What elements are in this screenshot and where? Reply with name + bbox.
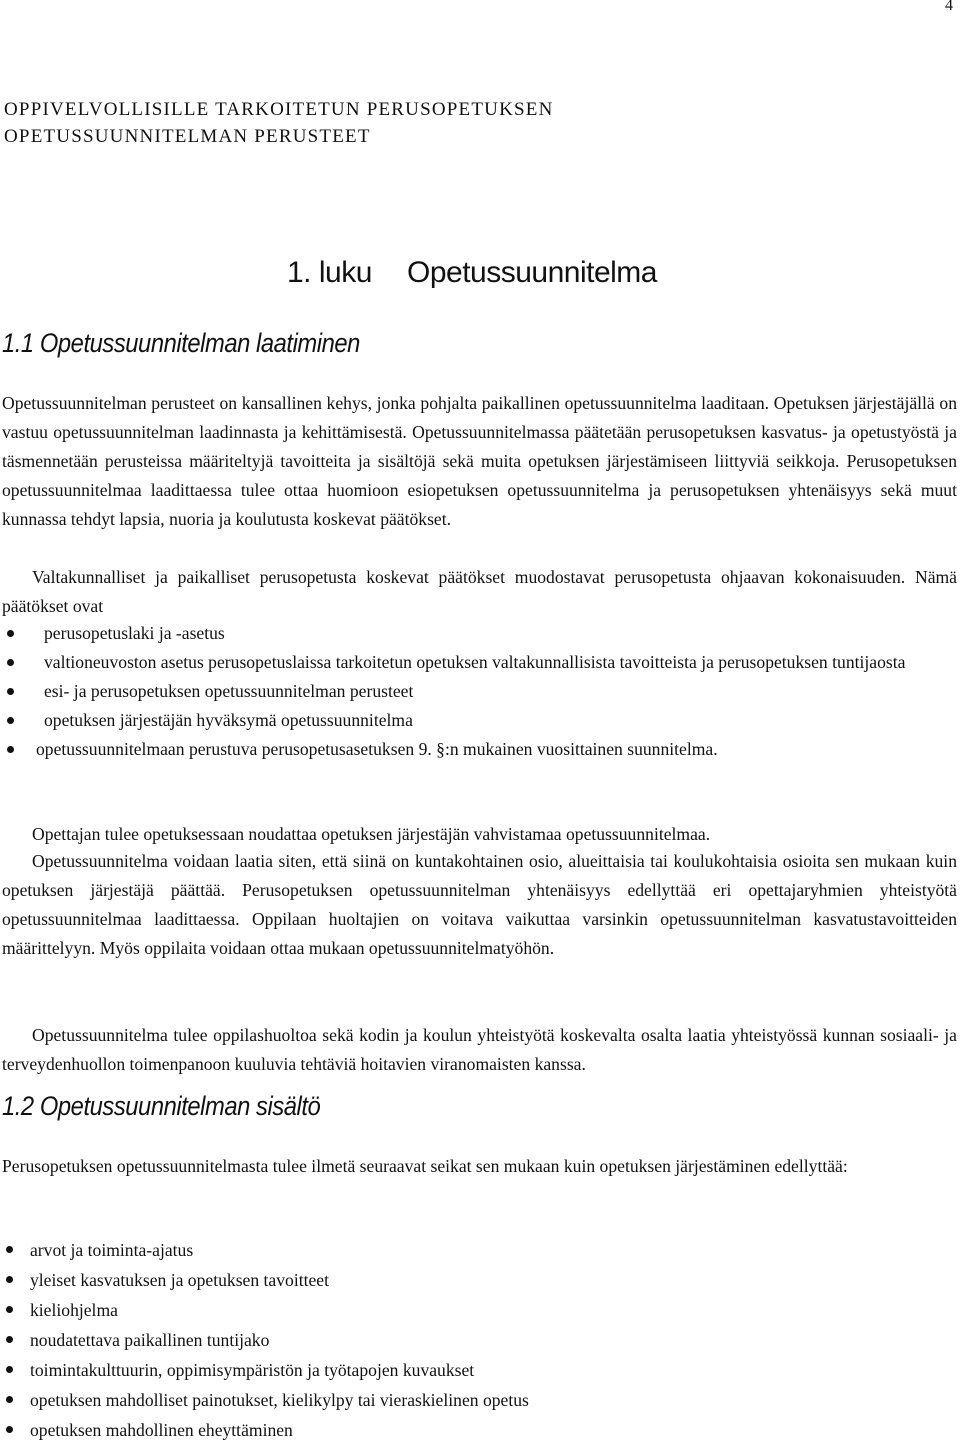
- list-item: perusopetuslaki ja -asetus: [2, 619, 958, 648]
- document-title-line-2: OPETUSSUUNNITELMAN PERUSTEET: [4, 126, 371, 147]
- section-1-1-paragraph-3: Opettajan tulee opetuksessaan noudattaa opetuksen järjestäjän vahvistamaa opetussuunnitelmaa.: [32, 824, 711, 844]
- list-item: opetuksen järjestäjän hyväksymä opetussuunnitelma: [2, 706, 958, 735]
- page-number: 4: [945, 0, 953, 14]
- bullet-icon: [7, 717, 14, 724]
- paragraph-2-text: Valtakunnalliset ja paikalliset perusopetusta koskevat päätökset muodostavat perusopetusta ohjaavan kokonaisuuden. Nämä päätökset ovat: [2, 567, 957, 616]
- chapter-heading: [287, 256, 657, 290]
- bullet-icon: [7, 688, 14, 695]
- bullet-icon: [7, 630, 14, 637]
- list-item: opetussuunnitelmaan perustuva perusopetusasetuksen 9. §:n mukainen vuosittainen suunnitelma.: [2, 735, 958, 764]
- bullet-icon: [6, 1276, 13, 1283]
- list-item: opetuksen mahdollinen eheyttäminen: [2, 1415, 702, 1445]
- chapter-title: Opetussuunnitelma: [407, 256, 657, 289]
- bullet-icon: [6, 1396, 13, 1403]
- document-title-line-1: OPPIVELVOLLISILLE TARKOITETUN PERUSOPETUKSEN: [4, 99, 554, 120]
- list-item: toimintakulttuurin, oppimisympäristön ja työtapojen kuvaukset: [2, 1355, 702, 1385]
- list-item: yleiset kasvatuksen ja opetuksen tavoitteet: [2, 1265, 702, 1295]
- section-1-1-paragraph-4: Opetussuunnitelma voidaan laatia siten, että siinä on kuntakohtainen osio, alueittaisia tai koulukohtaisia osioita sen mukaan kuin opetuksen järjestäjä päättää. Perusopetuksen opetussuunnitelman yhtenäisyys edellyttää eri opettajaryhmien yhteistyötä opetussuunnitelmaa laadittaessa. Oppilaan huoltajien on voitava vaikuttaa varsinkin opetussuunnitelman kasvatustavoitteiden määrittelyyn. Myös oppilaita voidaan ottaa mukaan opetussuunnitelmatyöhön.: [2, 851, 957, 958]
- section-1-1-paragraph-1: Opetussuunnitelman perusteet on kansallinen kehys, jonka pohjalta paikallinen opetussuunnitelma laaditaan. Opetuksen järjestäjällä on vastuu opetussuunnitelman laadinnasta ja kehittämisestä. Opetussuunnitelmassa päätetään perusopetuksen kasvatus- ja opetustyöstä ja täsmennetään perusteissa määriteltyjä tavoitteita ja sisältöjä sekä muita opetuksen järjestämiseen liittyviä seikkoja. Perusopetuksen opetussuunnitelmaa laadittaessa tulee ottaa huomioon esiopetuksen opetussuunnitelma ja perusopetuksen yhtenäisyys sekä muut kunnassa tehdyt lapsia, nuoria ja koulutusta koskevat päätökset.: [2, 393, 957, 529]
- list-item: esi- ja perusopetuksen opetussuunnitelman perusteet: [2, 677, 958, 706]
- bullet-icon: [7, 659, 14, 666]
- list-item: kieliohjelma: [2, 1295, 702, 1325]
- section-1-1-paragraph-2: [2, 563, 957, 621]
- bullet-icon: [6, 1336, 13, 1343]
- section-1-1-heading: 1.1 Opetussuunnitelman laatiminen: [2, 328, 360, 358]
- contents-list: [2, 1235, 702, 1445]
- document-title: [4, 96, 554, 150]
- chapter-number: 1. luku: [287, 256, 372, 289]
- section-1-1-paragraph-5: Opetussuunnitelma tulee oppilashuoltoa sekä kodin ja koulun yhteistyötä koskevalta osalta laatia yhteistyössä kunnan sosiaali- ja terveydenhuollon toimenpanoon kuuluvia tehtäviä hoitavien viranomaisten kanssa.: [2, 1025, 957, 1074]
- decisions-list: [2, 619, 958, 764]
- bullet-icon: [6, 1426, 13, 1433]
- list-item: opetuksen mahdolliset painotukset, kielikylpy tai vieraskielinen opetus: [2, 1385, 702, 1415]
- bullet-icon: [6, 1366, 13, 1373]
- bullet-icon: [7, 746, 14, 753]
- bullet-icon: [6, 1246, 13, 1253]
- list-item: arvot ja toiminta-ajatus: [2, 1235, 702, 1265]
- bullet-icon: [6, 1306, 13, 1313]
- section-1-2-heading: 1.2 Opetussuunnitelman sisältö: [2, 1091, 321, 1121]
- list-item: noudatettava paikallinen tuntijako: [2, 1325, 702, 1355]
- section-1-2-paragraph-1: Perusopetuksen opetussuunnitelmasta tulee ilmetä seuraavat seikat sen mukaan kuin opetuksen järjestäminen edellyttää:: [2, 1156, 848, 1176]
- list-item: valtioneuvoston asetus perusopetuslaissa tarkoitetun opetuksen valtakunnallisista tavoitteista ja perusopetuksen tuntijaosta: [2, 648, 958, 677]
